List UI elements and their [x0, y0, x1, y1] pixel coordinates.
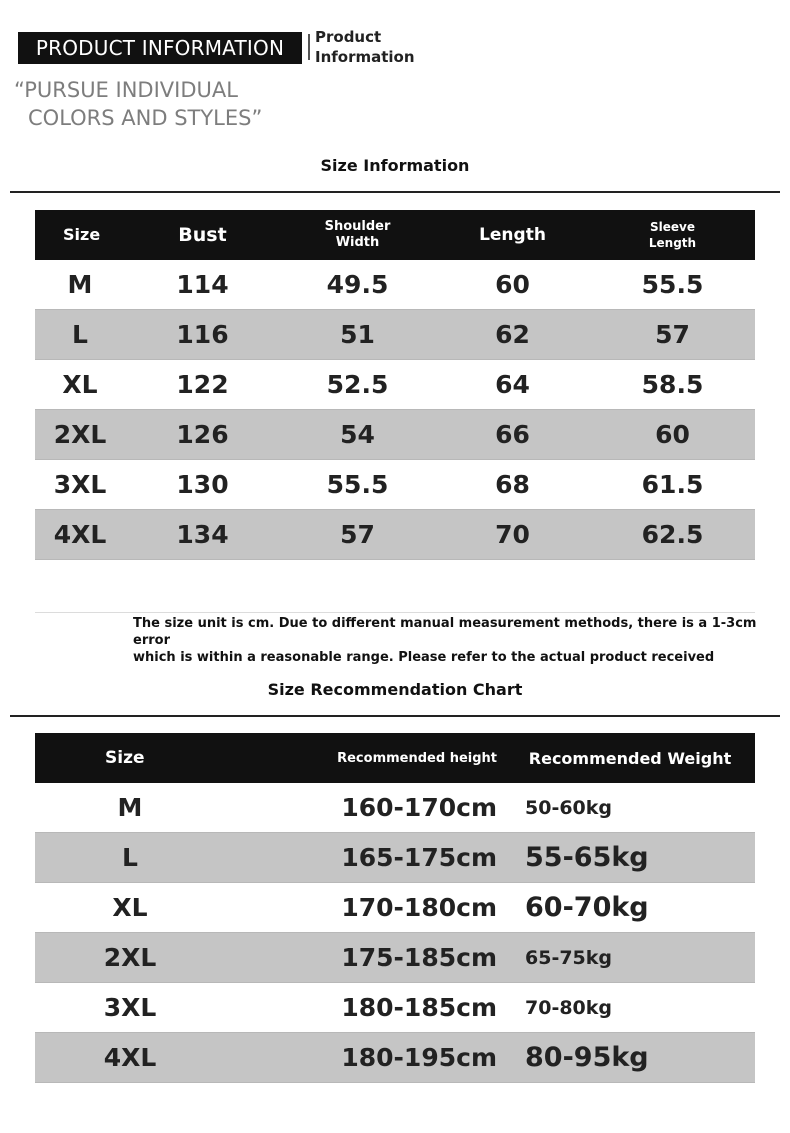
subtitle-line-2: Information: [315, 48, 415, 66]
cell-weight: 55-65kg: [505, 833, 755, 883]
cell-bust: 126: [125, 410, 280, 460]
cell-weight: 65-75kg: [505, 933, 755, 983]
table-row: [35, 883, 755, 933]
table-row: [35, 510, 755, 560]
cell-shoulder: 54: [280, 410, 435, 460]
header-size: Size: [35, 733, 225, 783]
cell-size: XL: [35, 883, 225, 933]
cell-size: L: [35, 833, 225, 883]
size-recommendation-table: [35, 733, 755, 1083]
slogan: [14, 76, 344, 132]
note-line-2: which is within a reasonable range. Please refer to the actual product received: [133, 650, 715, 665]
header-sleeve-length: [590, 210, 755, 260]
cell-sleeve: 58.5: [590, 360, 755, 410]
cell-bust: 116: [125, 310, 280, 360]
table-row: [35, 310, 755, 360]
cell-size: 4XL: [35, 510, 125, 560]
cell-size: M: [35, 783, 225, 833]
cell-shoulder: 57: [280, 510, 435, 560]
cell-sleeve: 61.5: [590, 460, 755, 510]
cell-height: 175-185cm: [225, 933, 505, 983]
table-row: [35, 983, 755, 1033]
table-row: [35, 460, 755, 510]
cell-height: 180-195cm: [225, 1033, 505, 1083]
cell-height: 160-170cm: [225, 783, 505, 833]
table-row: [35, 1033, 755, 1083]
cell-length: 68: [435, 460, 590, 510]
header-shoulder-line-2: Width: [335, 235, 380, 250]
table-row: [35, 833, 755, 883]
cell-weight: 80-95kg: [505, 1033, 755, 1083]
size-recommendation-title: Size Recommendation Chart: [267, 680, 523, 699]
table-row: [35, 260, 755, 310]
cell-shoulder: 55.5: [280, 460, 435, 510]
cell-length: 62: [435, 310, 590, 360]
header-divider: [308, 34, 310, 60]
header-recommended-height: Recommended height: [225, 733, 505, 783]
slogan-line-2: COLORS AND STYLES”: [28, 106, 263, 130]
table-row: [35, 360, 755, 410]
cell-length: 66: [435, 410, 590, 460]
measurement-note: [133, 615, 773, 666]
header-shoulder-width: [280, 210, 435, 260]
cell-sleeve: 62.5: [590, 510, 755, 560]
cell-weight: 60-70kg: [505, 883, 755, 933]
cell-weight: 70-80kg: [505, 983, 755, 1033]
table-header-row: [35, 733, 755, 783]
size-information-title: Size Information: [320, 156, 470, 175]
cell-sleeve: 55.5: [590, 260, 755, 310]
cell-weight: 50-60kg: [505, 783, 755, 833]
cell-size: 2XL: [35, 410, 125, 460]
cell-shoulder: 52.5: [280, 360, 435, 410]
header-shoulder-line-1: Shoulder: [324, 219, 391, 234]
cell-size: XL: [35, 360, 125, 410]
cell-size: 3XL: [35, 460, 125, 510]
table-header-row: [35, 210, 755, 260]
cell-height: 180-185cm: [225, 983, 505, 1033]
slogan-line-1: “PURSUE INDIVIDUAL: [14, 78, 238, 102]
cell-bust: 114: [125, 260, 280, 310]
cell-size: L: [35, 310, 125, 360]
cell-bust: 130: [125, 460, 280, 510]
cell-bust: 134: [125, 510, 280, 560]
cell-length: 64: [435, 360, 590, 410]
cell-size: M: [35, 260, 125, 310]
section-rule: [10, 715, 780, 717]
cell-length: 60: [435, 260, 590, 310]
product-information-badge: PRODUCT INFORMATION: [18, 32, 302, 64]
cell-height: 165-175cm: [225, 833, 505, 883]
header-sleeve-line-2: Length: [648, 236, 697, 250]
header-length: Length: [435, 210, 590, 260]
cell-sleeve: 60: [590, 410, 755, 460]
cell-shoulder: 49.5: [280, 260, 435, 310]
note-divider: [35, 612, 755, 613]
product-information-subtitle: [315, 27, 455, 67]
cell-length: 70: [435, 510, 590, 560]
cell-size: 2XL: [35, 933, 225, 983]
section-rule: [10, 191, 780, 193]
note-line-1: The size unit is cm. Due to different manual measurement methods, there is a 1-3cm error: [133, 616, 757, 648]
cell-size: 3XL: [35, 983, 225, 1033]
header-recommended-weight: Recommended Weight: [505, 733, 755, 783]
table-row: [35, 933, 755, 983]
table-row: [35, 410, 755, 460]
cell-bust: 122: [125, 360, 280, 410]
table-row: [35, 783, 755, 833]
header-bust: Bust: [125, 210, 280, 260]
cell-sleeve: 57: [590, 310, 755, 360]
header-size: Size: [35, 210, 125, 260]
subtitle-line-1: Product: [315, 28, 382, 46]
cell-height: 170-180cm: [225, 883, 505, 933]
cell-size: 4XL: [35, 1033, 225, 1083]
header-sleeve-line-1: Sleeve: [650, 220, 695, 234]
size-information-table: [35, 210, 755, 560]
cell-shoulder: 51: [280, 310, 435, 360]
